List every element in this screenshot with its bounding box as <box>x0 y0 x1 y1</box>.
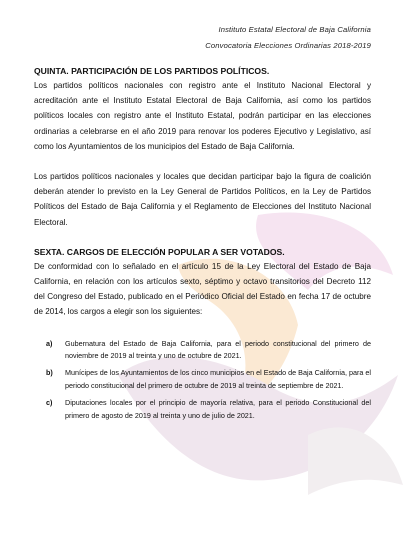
section-quinta-paragraph-1: Los partidos políticos nacionales con registro ante el Instituto Nacional Electoral y acreditación ante el Instituto Estatal Electoral de Baja California, así como los partidos políticos locales con registro ante el Instituto Estatal, podrán participar en las elecciones ordinarias a celebrarse en el año 2019 para renovar los poderes Ejecutivo y Legislativo, así como los Ayuntamientos de los municipios del Estado de Baja California. <box>34 81 371 151</box>
list-item-letter: c) <box>46 397 53 407</box>
section-quinta-title: QUINTA. PARTICIPACIÓN DE LOS PARTIDOS POLÍTICOS. <box>34 66 270 76</box>
header-institution: Instituto Estatal Electoral de Baja California <box>218 25 371 34</box>
list-item-letter: a) <box>46 338 53 348</box>
header-convocatoria: Convocatoria Elecciones Ordinarias 2018-2019 <box>205 41 371 50</box>
list-item-letter: b) <box>46 368 53 378</box>
list-item <box>34 367 371 393</box>
list-item-text: Gubernatura del Estado de Baja California, para el periodo constitucional del primero de noviembre de 2019 al treinta y uno de octubre de 2021. <box>65 338 371 361</box>
cargos-list <box>34 338 371 423</box>
list-item <box>34 338 371 364</box>
section-sexta-title: SEXTA. CARGOS DE ELECCIÓN POPULAR A SER VOTADOS. <box>34 246 285 257</box>
list-item-text: Diputaciones locales por el principio de mayoría relativa, para el periodo Constitucional del primero de agosto de 2019 al treinta y uno de julio de 2021. <box>65 397 371 420</box>
watermark-grey-shape <box>308 427 403 495</box>
section-sexta-paragraph-1: De conformidad con lo señalado en el artículo 15 de la Ley Electoral del Estado de Baja California, en relación con los artículos sexto, séptimo y octavo transitorios del Decreto 112 del Congreso del Estado, publicado en el Periódico Oficial del Estado en fecha 17 de octubre de 2014, los cargos a elegir son los siguientes: <box>34 261 371 317</box>
document-body <box>34 64 371 426</box>
section-quinta-paragraph-2: Los partidos políticos nacionales y locales que decidan participar bajo la figura de coalición deberán atender lo previsto en la Ley General de Partidos Políticos, en la Ley de Partidos Políticos del Estado de Baja California y el Reglamento de Elecciones del Instituto Nacional Electoral. <box>34 172 371 227</box>
document-header <box>205 22 371 54</box>
list-item-text: Munícipes de los Ayuntamientos de los cinco municipios en el Estado de Baja California, para el periodo constitucional del primero de octubre de 2019 al treinta de septiembre de 2021. <box>65 368 371 391</box>
list-item <box>34 397 371 423</box>
